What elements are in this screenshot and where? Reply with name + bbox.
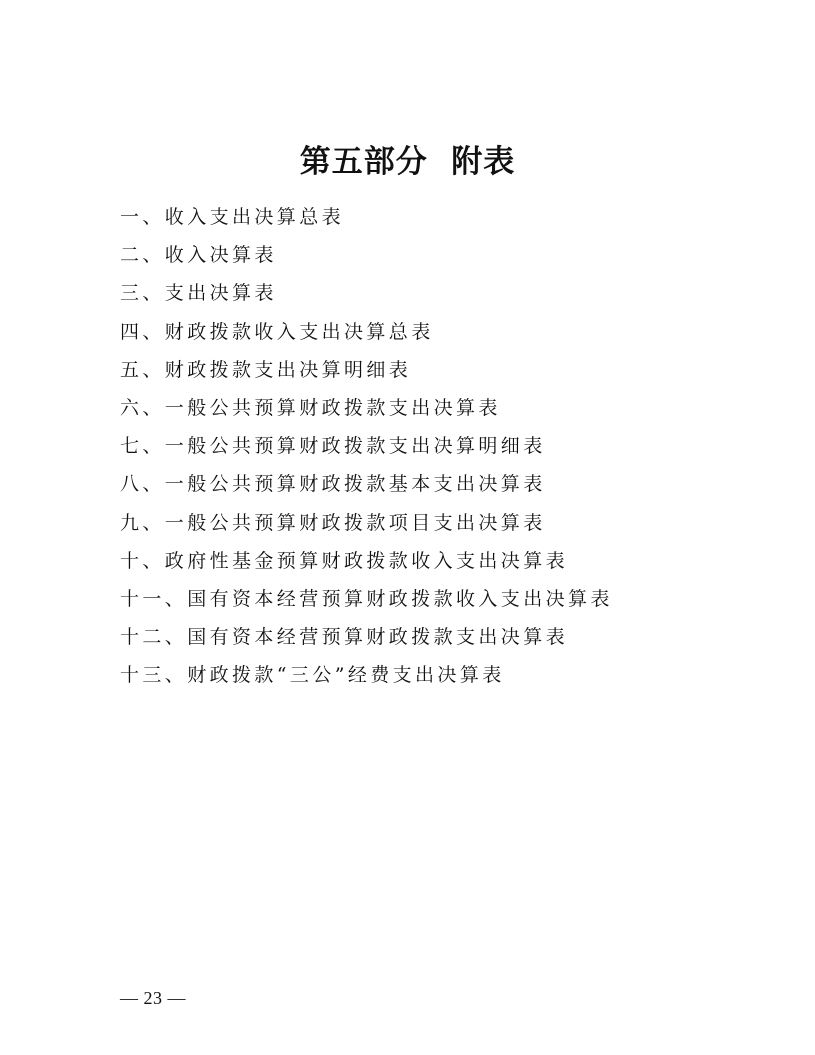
list-item: 十一、国有资本经营预算财政拨款收入支出决算表 <box>120 587 613 610</box>
list-item: 四、财政拨款收入支出决算总表 <box>120 320 434 343</box>
list-item: 三、支出决算表 <box>120 282 277 305</box>
list-item: 九、一般公共预算财政拨款项目支出决算表 <box>120 511 546 534</box>
list-item: 十二、国有资本经营预算财政拨款支出决算表 <box>120 626 569 649</box>
page-title: 第五部分 附表 <box>299 144 516 180</box>
list-item: 八、一般公共预算财政拨款基本支出决算表 <box>120 473 546 496</box>
list-item: 二、收入决算表 <box>120 244 277 267</box>
page-number: — 23 — <box>120 988 186 1008</box>
list-item: 十、政府性基金预算财政拨款收入支出决算表 <box>120 549 569 572</box>
list-item: 五、财政拨款支出决算明细表 <box>120 358 412 381</box>
list-item: 十三、财政拨款“三公”经费支出决算表 <box>120 664 505 687</box>
list-item: 七、一般公共预算财政拨款支出决算明细表 <box>120 435 546 458</box>
appendix-table-list <box>120 198 613 694</box>
list-item: 一、收入支出决算总表 <box>120 206 345 228</box>
list-item: 六、一般公共预算财政拨款支出决算表 <box>120 396 501 419</box>
